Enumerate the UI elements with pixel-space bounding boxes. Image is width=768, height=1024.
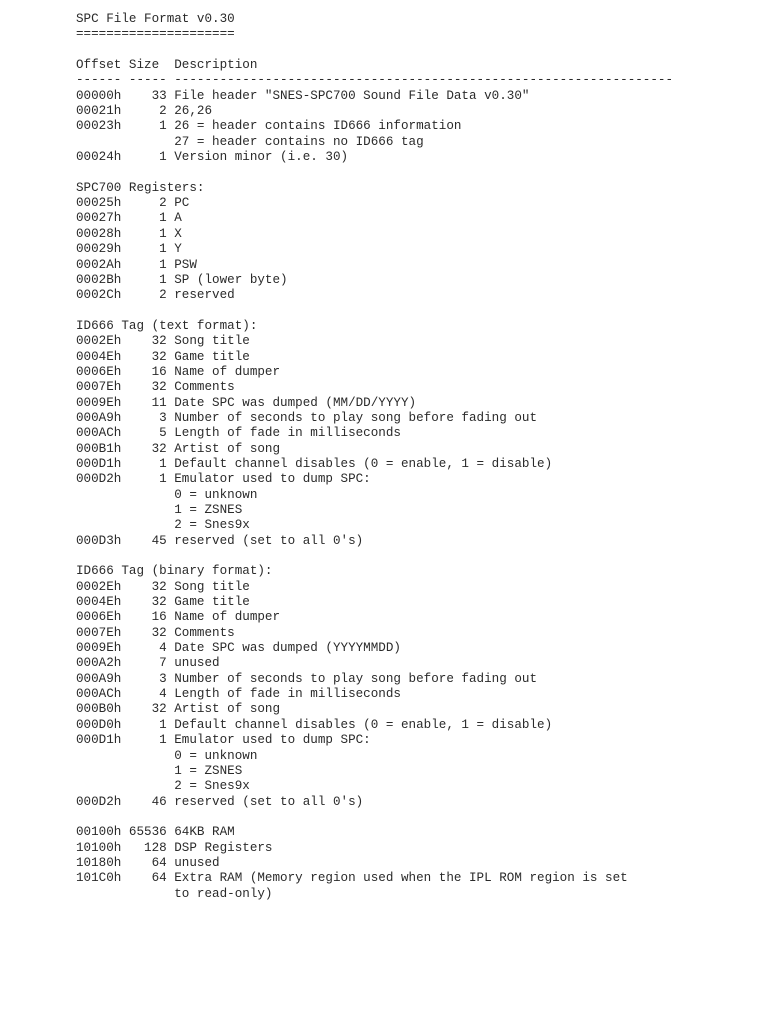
document-line: 0002Eh 32 Song title (76, 579, 250, 594)
document-line: 10180h 64 unused (76, 855, 220, 870)
document-line: 000D2h 46 reserved (set to all 0's) (76, 794, 364, 809)
blank-line (76, 549, 673, 564)
document-line: 0006Eh 16 Name of dumper (76, 610, 281, 625)
document-line: SPC File Format v0.30 (76, 12, 235, 26)
document-line: 0007Eh 32 Comments (76, 380, 235, 395)
document-line: 000B1h 32 Artist of song (76, 441, 281, 456)
document-line: 10100h 128 DSP Registers (76, 840, 273, 855)
document-line: 000B0h 32 Artist of song (76, 702, 281, 717)
document-line: 000D2h 1 Emulator used to dump SPC: (76, 472, 371, 487)
document-line: 0 = unknown (76, 487, 258, 502)
document-line: 00027h 1 A (76, 211, 182, 226)
document-line: to read-only) (76, 886, 273, 901)
document-line: ID666 Tag (binary format): (76, 564, 273, 579)
document-line: 0002Ah 1 PSW (76, 257, 197, 272)
document-line: 00029h 1 Y (76, 242, 182, 257)
document-line: 0002Eh 32 Song title (76, 334, 250, 349)
document-line: 0006Eh 16 Name of dumper (76, 364, 281, 379)
document-line: 00000h 33 File header "SNES-SPC700 Sound File Data v0.30" (76, 88, 530, 103)
document-line: Offset Size Description (76, 58, 258, 73)
document-line: 0004Eh 32 Game title (76, 595, 250, 610)
document-line: 0002Bh 1 SP (lower byte) (76, 272, 288, 287)
blank-line (76, 304, 673, 319)
blank-line (76, 165, 673, 180)
document-line: 000D0h 1 Default channel disables (0 = enable, 1 = disable) (76, 717, 553, 732)
document-line: 000D1h 1 Default channel disables (0 = enable, 1 = disable) (76, 456, 553, 471)
document-line: 00025h 2 PC (76, 196, 190, 211)
document-line: 00100h 65536 64KB RAM (76, 825, 235, 840)
document-line: 2 = Snes9x (76, 518, 250, 533)
document-line: 101C0h 64 Extra RAM (Memory region used when the IPL ROM region is set (76, 871, 628, 886)
document-line: 000A9h 3 Number of seconds to play song before fading out (76, 410, 538, 425)
document-line: 1 = ZSNES (76, 503, 243, 517)
document-line: 00028h 1 X (76, 226, 182, 241)
document-line: ------ ----- ------------------------------------------------------------------ (76, 73, 674, 88)
document-line: 1 = ZSNES (76, 763, 243, 778)
document-line: 2 = Snes9x (76, 779, 250, 794)
document-line: 000D1h 1 Emulator used to dump SPC: (76, 733, 371, 748)
document-line: 27 = header contains no ID666 tag (76, 134, 424, 149)
document-line: 000ACh 5 Length of fade in milliseconds (76, 426, 401, 441)
document-line: 0004Eh 32 Game title (76, 349, 250, 364)
document-line: 0002Ch 2 reserved (76, 288, 235, 303)
document-line: SPC700 Registers: (76, 180, 205, 195)
document-line: 000ACh 4 Length of fade in milliseconds (76, 687, 401, 702)
document-line: 000A2h 7 unused (76, 656, 220, 671)
document-line: 000D3h 45 reserved (set to all 0's) (76, 533, 364, 548)
document-line: 000A9h 3 Number of seconds to play song before fading out (76, 671, 538, 686)
document-line: 0 = unknown (76, 748, 258, 763)
document-line: 0007Eh 32 Comments (76, 625, 235, 640)
document-line: 00021h 2 26,26 (76, 104, 213, 119)
document-line: 00023h 1 26 = header contains ID666 information (76, 119, 462, 134)
document-line: 00024h 1 Version minor (i.e. 30) (76, 150, 349, 165)
document-line: ID666 Tag (text format): (76, 318, 258, 333)
document-text (76, 12, 673, 902)
document-line: 0009Eh 11 Date SPC was dumped (MM/DD/YYYY) (76, 395, 417, 410)
blank-line (76, 43, 673, 58)
document-line: ===================== (76, 27, 235, 42)
document-line: 0009Eh 4 Date SPC was dumped (YYYYMMDD) (76, 641, 401, 656)
blank-line (76, 810, 673, 825)
